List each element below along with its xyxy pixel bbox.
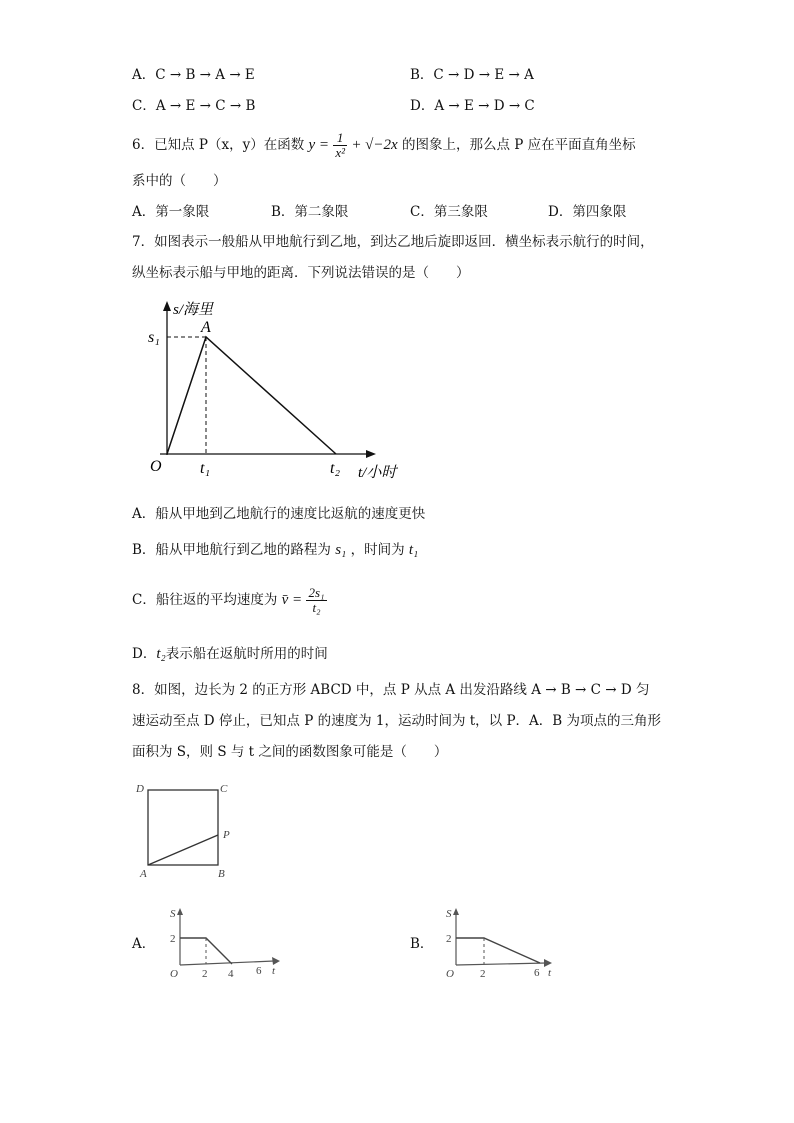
q5-option-d: D．A → E → D → C: [410, 98, 535, 114]
q8-segment-ap: [148, 835, 218, 865]
q7-option-d-prefix: D．: [132, 646, 157, 662]
q8b-tick-2: 2: [480, 968, 486, 980]
q7-option-b-t1: t₁: [408, 542, 419, 558]
q7-y-arrow-icon: [163, 301, 171, 311]
q7-option-d: [132, 645, 328, 663]
q6-func-y: y =: [308, 137, 330, 153]
q8-square: [148, 790, 218, 865]
q8b-curve: [456, 938, 540, 963]
q7-option-b-text: B．船从甲地航行到乙地的路程为: [132, 542, 331, 558]
q8a-y-axis-label: S: [170, 908, 176, 920]
q8-label-p: P: [223, 829, 230, 841]
q8-line2: 速运动至点 D 停止，已知点 P 的速度为 1，运动时间为 t，以 P．A．B 为项点的三角形: [132, 713, 662, 729]
q5-option-a: A．C → B → A → E: [132, 67, 255, 83]
q5-option-c: C．A → E → C → B: [132, 98, 256, 114]
q7-t1-label: t₁: [200, 460, 211, 477]
q6-option-c: C．第三象限: [410, 204, 488, 220]
q6-prefix: 6．已知点 P（x，y）在函数: [132, 137, 305, 153]
q8b-y-tick: 2: [446, 933, 452, 945]
q6-frac-num: 1: [336, 130, 344, 145]
q8a-tick-2: 2: [202, 968, 208, 980]
q8-option-a-graph: [162, 905, 287, 983]
q8-label-a: A: [140, 868, 147, 880]
q8a-y-arrow-icon: [177, 908, 183, 915]
q8a-x-axis-label: t: [272, 965, 276, 977]
q7-distance-time-graph: [140, 295, 410, 485]
q7-option-c: [132, 582, 327, 618]
q7-s1-label: s₁: [148, 329, 160, 346]
q8b-y-axis-label: S: [446, 908, 452, 920]
q8-option-b-label: B．: [410, 936, 434, 952]
q8a-tick-4: 4: [228, 968, 234, 980]
q8-label-b: B: [218, 868, 225, 880]
q7-option-b-mid: ，时间为: [350, 542, 405, 558]
q8-label-d: D: [136, 783, 144, 795]
q8a-origin: O: [170, 968, 178, 980]
q7-option-b: [132, 541, 418, 559]
q6-fraction: [333, 131, 347, 160]
q6-line1: [132, 127, 636, 163]
q8b-y-arrow-icon: [453, 908, 459, 915]
q8-option-a-label: A．: [132, 936, 156, 952]
q7-option-c-num: 2s₁: [308, 585, 325, 600]
q8-square-figure: [128, 778, 243, 882]
q7-y-label: s/海里: [173, 302, 214, 318]
q7-x-arrow-icon: [366, 450, 376, 458]
q8a-y-tick: 2: [170, 933, 176, 945]
q7-option-d-t2: t₂: [156, 646, 166, 662]
q7-option-b-s1: s₁: [335, 542, 347, 558]
q6-option-d: D．第四象限: [548, 204, 627, 220]
q7-point-a: A: [201, 319, 211, 336]
q7-option-c-v: v̄ =: [281, 592, 303, 608]
q7-distance-line: [167, 337, 336, 454]
q7-x-label: t/小时: [358, 465, 397, 481]
q8-option-b-graph: [438, 905, 563, 983]
q7-option-c-text: C．船往返的平均速度为: [132, 592, 278, 608]
q8b-x-axis-label: t: [548, 967, 552, 979]
q7-line1: 7．如图表示一般船从甲地航行到乙地，到达乙地后旋即返回．横坐标表示航行的时间，: [132, 234, 654, 250]
q7-option-d-text: 表示船在返航时所用的时间: [165, 646, 328, 662]
q8-line3: 面积为 S，则 S 与 t 之间的函数图象可能是（ ）: [132, 744, 448, 760]
q8-label-c: C: [220, 783, 228, 795]
q7-origin: O: [150, 458, 162, 475]
q7-option-c-den: t₂: [306, 600, 326, 615]
q8a-x-arrow-icon: [272, 957, 280, 965]
q6-suffix: 的图象上，那么点 P 应在平面直角坐标: [402, 137, 636, 153]
q8a-tick-6: 6: [256, 965, 262, 977]
q6-option-a: A．第一象限: [132, 204, 210, 220]
q7-line2: 纵坐标表示船与甲地的距离．下列说法错误的是（ ）: [132, 265, 470, 281]
q6-line2: 系中的（ ）: [132, 173, 227, 189]
q8b-x-arrow-icon: [544, 959, 552, 967]
q5-option-b: B．C → D → E → A: [410, 67, 534, 83]
q7-option-a: A．船从甲地到乙地航行的速度比返航的速度更快: [132, 506, 426, 522]
q6-option-b: B．第二象限: [271, 204, 349, 220]
q6-plus-sqrt: + √−2x: [351, 137, 398, 153]
q8b-tick-6: 6: [534, 967, 540, 979]
q8b-x-axis: [456, 963, 546, 965]
q8b-origin: O: [446, 968, 454, 980]
q8-line1: 8．如图，边长为 2 的正方形 ABCD 中，点 P 从点 A 出发沿路线 A → B → C → D 匀: [132, 682, 650, 698]
q7-t2-label: t₂: [330, 460, 341, 477]
q7-option-c-fraction: [306, 586, 326, 615]
q6-frac-den: x²: [335, 145, 346, 160]
